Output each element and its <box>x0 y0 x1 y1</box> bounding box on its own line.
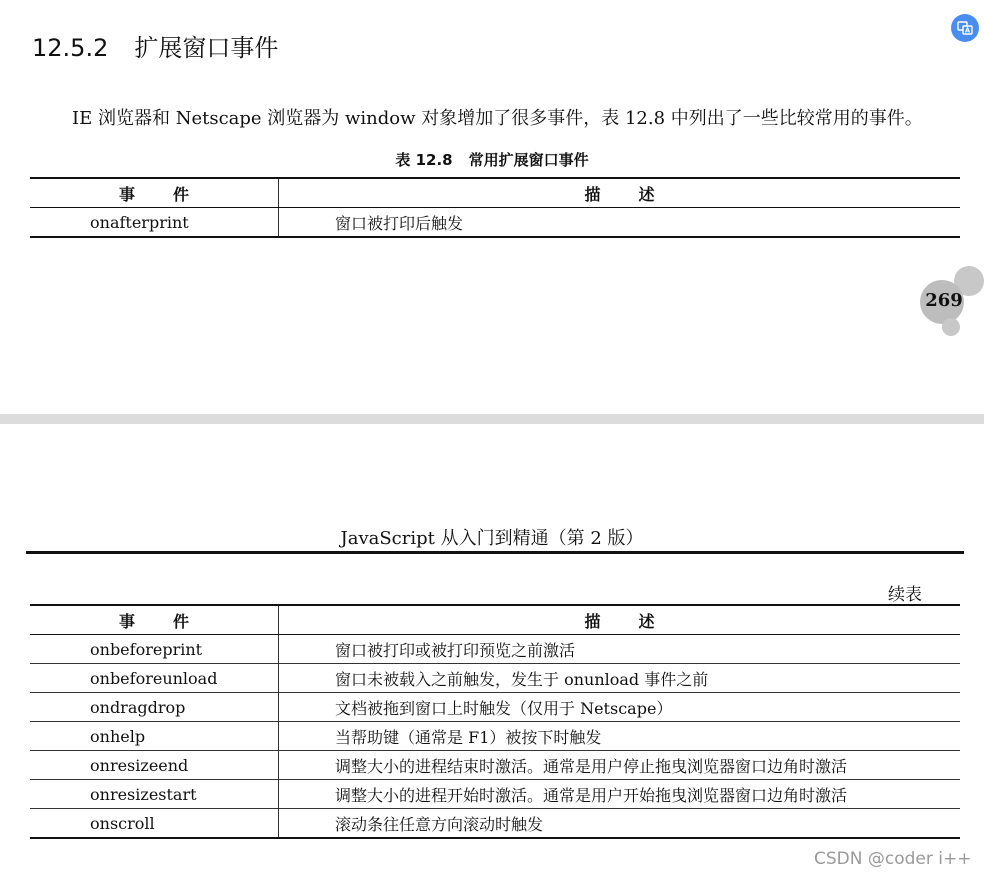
translate-button[interactable] <box>951 14 979 42</box>
event-name: onresizestart <box>30 780 279 809</box>
event-description: 调整大小的进程开始时激活。通常是用户开始拖曳浏览器窗口边角时激活 <box>279 780 961 809</box>
header-event: 事件 <box>30 605 279 635</box>
section-heading <box>32 28 278 63</box>
event-name: onhelp <box>30 722 279 751</box>
header-rule <box>26 551 964 554</box>
table-row <box>30 751 960 780</box>
event-name: ondragdrop <box>30 693 279 722</box>
table-row <box>30 693 960 722</box>
event-description: 窗口被打印或被打印预览之前激活 <box>279 635 961 664</box>
event-description: 文档被拖到窗口上时触发（仅用于 Netscape） <box>279 693 961 722</box>
event-name: onresizeend <box>30 751 279 780</box>
events-table-1 <box>30 177 960 238</box>
event-description: 调整大小的进程结束时激活。通常是用户停止拖曳浏览器窗口边角时激活 <box>279 751 961 780</box>
header-description: 描述 <box>279 605 961 635</box>
table-caption-title: 常用扩展窗口事件 <box>468 151 589 169</box>
page-divider <box>0 414 984 424</box>
event-description: 窗口被打印后触发 <box>279 208 961 238</box>
table-row <box>30 664 960 693</box>
page-top <box>0 0 984 414</box>
event-description: 当帮助键（通常是 F1）被按下时触发 <box>279 722 961 751</box>
table-row <box>30 809 960 839</box>
event-name: onbeforeunload <box>30 664 279 693</box>
event-name: onbeforeprint <box>30 635 279 664</box>
header-event: 事件 <box>30 178 279 208</box>
intro-paragraph: IE 浏览器和 Netscape 浏览器为 window 对象增加了很多事件，表 12.8 中列出了一些比较常用的事件。 <box>72 108 923 129</box>
event-description: 窗口未被载入之前触发，发生于 onunload 事件之前 <box>279 664 961 693</box>
book-title: JavaScript 从入门到精通（第 2 版） <box>340 528 644 549</box>
table-caption-number: 表 12.8 <box>395 151 453 169</box>
table-row <box>30 208 960 238</box>
event-name: onscroll <box>30 809 279 839</box>
translate-icon <box>957 20 973 36</box>
table-row <box>30 722 960 751</box>
section-title: 扩展窗口事件 <box>134 34 279 62</box>
event-description: 滚动条往任意方向滚动时触发 <box>279 809 961 839</box>
table-row <box>30 635 960 664</box>
page-number-badge <box>918 266 984 340</box>
continued-label: 续表 <box>888 585 922 605</box>
header-description: 描述 <box>279 178 961 208</box>
event-name: onafterprint <box>30 208 279 238</box>
table-row <box>30 780 960 809</box>
page-number: 269 <box>925 290 963 311</box>
table-caption <box>0 149 984 170</box>
events-table-2 <box>30 604 960 839</box>
section-number: 12.5.2 <box>32 34 109 62</box>
watermark: CSDN @coder i++ <box>814 849 972 869</box>
